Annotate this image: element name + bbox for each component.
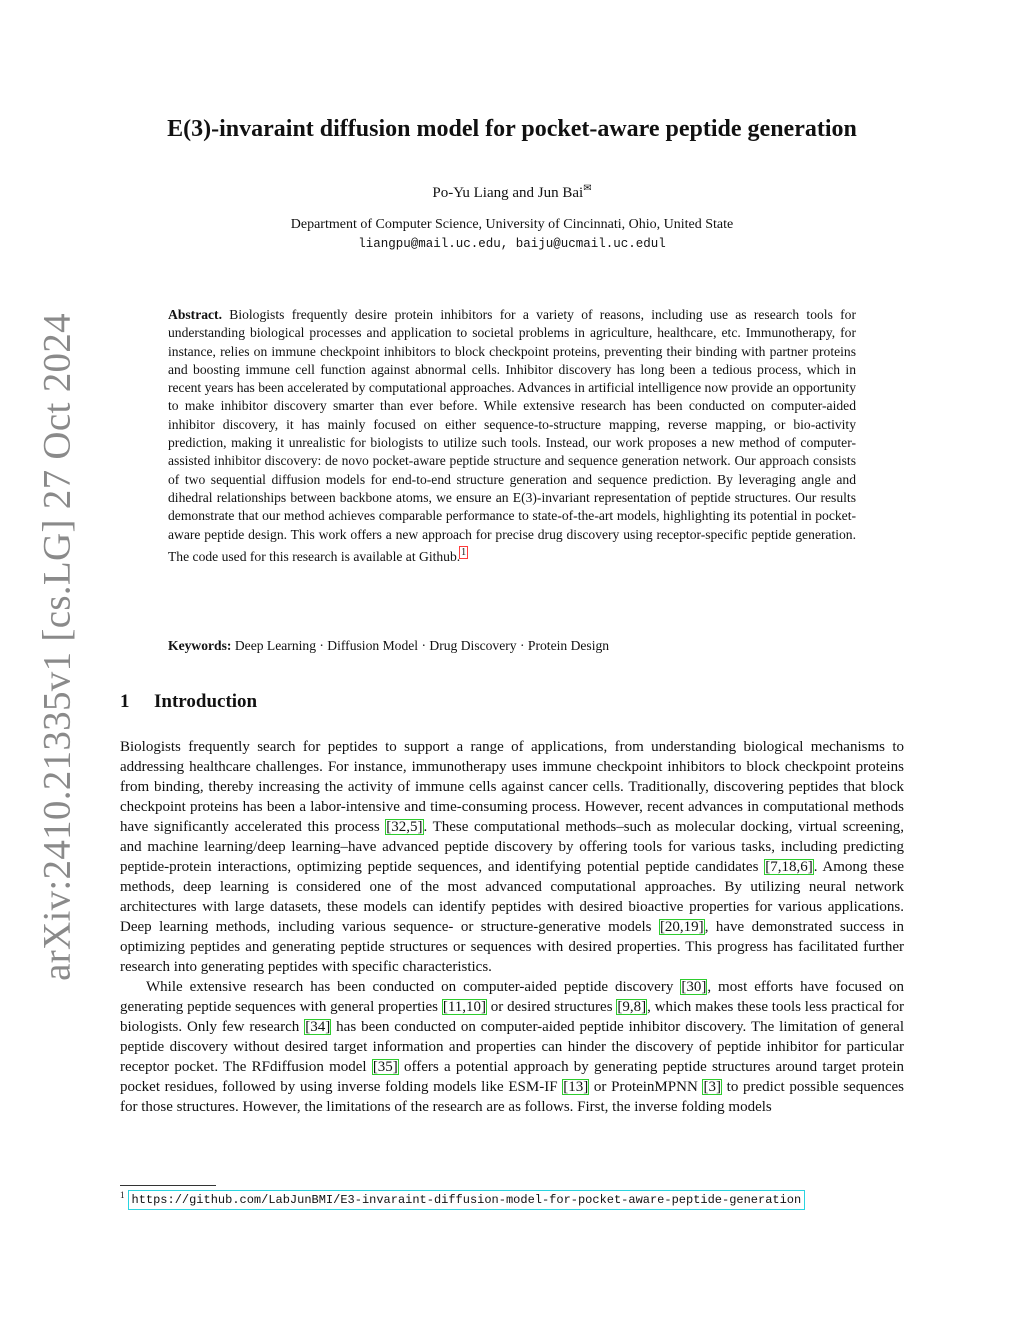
abstract-label: Abstract. [168, 307, 222, 322]
footnote-ref-link[interactable]: 1 [461, 546, 467, 558]
citation-link[interactable]: [34] [305, 1019, 331, 1035]
text-run: to predict possible sequences for those structures. However, the limitations of the research are as follows. First, the inverse folding models [120, 1079, 905, 1115]
paragraph-2 [120, 977, 904, 1117]
text-run: , which makes these tools less practical for biologists. Only few research [120, 999, 904, 1035]
citation-link[interactable]: [20,19] [659, 919, 704, 935]
footnote-number: 1 [120, 1190, 125, 1200]
citation-link[interactable]: [3] [703, 1079, 721, 1095]
text-run: , have demonstrated success in optimizing peptides and generating peptide structures or sequences with desired properties. This progress has facilitated further research into generating peptides with specific characteristics. [120, 919, 904, 975]
github-link[interactable]: https://github.com/LabJunBMI/E3-invaraint-diffusion-model-for-pocket-aware-peptide-generation [131, 1193, 802, 1207]
text-run: or desired structures [487, 999, 617, 1015]
affiliation: Department of Computer Science, University of Cincinnati, Ohio, United State [290, 217, 734, 232]
text-run: , most efforts have focused on generating peptide sequences with general properties [120, 979, 905, 1015]
authors: Po-Yu Liang and Jun Bai [432, 185, 584, 201]
keywords [168, 638, 856, 654]
section-title: Introduction [154, 691, 258, 712]
citation-link[interactable]: [7,18,6] [765, 859, 813, 875]
keywords-label: Keywords: [168, 638, 232, 653]
text-run: While extensive research has been conducted on computer-aided peptide discovery [146, 979, 681, 995]
citation-link[interactable]: [9,8] [617, 999, 647, 1015]
citation-link[interactable]: [35] [372, 1059, 398, 1075]
abstract-text: Biologists frequently desire protein inhibitors for a variety of reasons, including use as research tools for understanding biological processes and application to societal problems in agriculture, healthcare, etc. Immunotherapy, for instance, relies on immune checkpoint inhibitors to block checkpoint proteins, preventing their binding with partner proteins and boosting immune cell function against abnormal cells. Inhibitor discovery has long been a tedious process, which in recent years has been accelerated by computational approaches. Advances in artificial intelligence now provide an opportunity to make inhibitor discovery smarter than ever before. While extensive research has been conducted on computer-aided inhibitor discovery, it has mainly focused on either sequence-to-structure mapping, reverse mapping, or bio-activity prediction, making it unrealistic for biologists to utilize such tools. Instead, our work proposes a new method of computer-assisted inhibitor discovery: de novo pocket-aware peptide structure and sequence generation network. Our approach consists of two sequential diffusion models for end-to-end structure generation and sequence prediction. By leveraging angle and dihedral relationships between backbone atoms, we ensure an E(3)-invariant representation of peptide structures. Our results demonstrate that our method achieves comparable performance to state-of-the-art models, highlighting its potential in pocket-aware peptide design. This work offers a new approach for precise drug discovery using receptor-specific peptide generation. The code used for this research is available at Github. [168, 307, 856, 564]
footnote-divider [120, 1185, 216, 1186]
envelope-icon: ✉ [583, 183, 592, 194]
introduction-body [120, 737, 904, 1117]
citation-link[interactable]: [32,5] [386, 819, 423, 835]
citation-link[interactable]: [11,10] [442, 999, 487, 1015]
keywords-text: Deep Learning · Diffusion Model · Drug Discovery · Protein Design [234, 638, 610, 653]
paragraph-1 [120, 737, 904, 977]
text-run: offers a potential approach by generating peptide structures around target protein pocket residues, followed by using inverse folding models like ESM-IF [120, 1059, 904, 1095]
arxiv-identifier: arXiv:2410.21335v1 [cs.LG] 27 Oct 2024 [35, 313, 79, 981]
footnote [120, 1190, 802, 1207]
text-run: or ProteinMPNN [589, 1079, 703, 1095]
text-run: . Among these methods, deep learning is considered one of the most advanced computational approaches. By utilizing neural network architectures with large datasets, these models can identify peptides with desired bioactive properties for various applications. Deep learning methods, including various sequence- or structure-generative models [120, 859, 904, 935]
section-heading [120, 691, 257, 713]
abstract [168, 306, 856, 566]
text-run: Biologists frequently search for peptides to support a range of applications, from understanding biological mechanisms to addressing healthcare challenges. For instance, immunotherapy uses immune checkpoint inhibitors to block checkpoint proteins from binding, thereby increasing the activity of immune cells against cancer cells. Traditionally, discovering peptides that block checkpoint proteins has been a labor-intensive and time-consuming process. However, recent advances in computational methods have significantly accelerated this process [120, 739, 904, 835]
author-line [0, 183, 1024, 202]
text-run: . These computational methods–such as molecular docking, virtual screening, and machine learning/deep learning–have advanced peptide discovery by offering tools for various tasks, including predicting peptide-protein interactions, optimizing peptide sequences, and identifying potential peptide candidates [120, 819, 904, 875]
author-emails[interactable]: liangpu@mail.uc.edu, baiju@ucmail.uc.edul [358, 237, 666, 251]
citation-link[interactable]: [30] [681, 979, 707, 995]
section-number: 1 [120, 691, 130, 712]
text-run: has been conducted on computer-aided peptide inhibitor discovery. The limitation of general peptide discovery without desired target information and properties can hinder the discovery of peptide inhibitor for particular receptor pocket. The RFdiffusion model [120, 1019, 904, 1075]
paper-title: E(3)-invaraint diffusion model for pocket-aware peptide generation [167, 116, 857, 142]
citation-link[interactable]: [13] [563, 1079, 589, 1095]
